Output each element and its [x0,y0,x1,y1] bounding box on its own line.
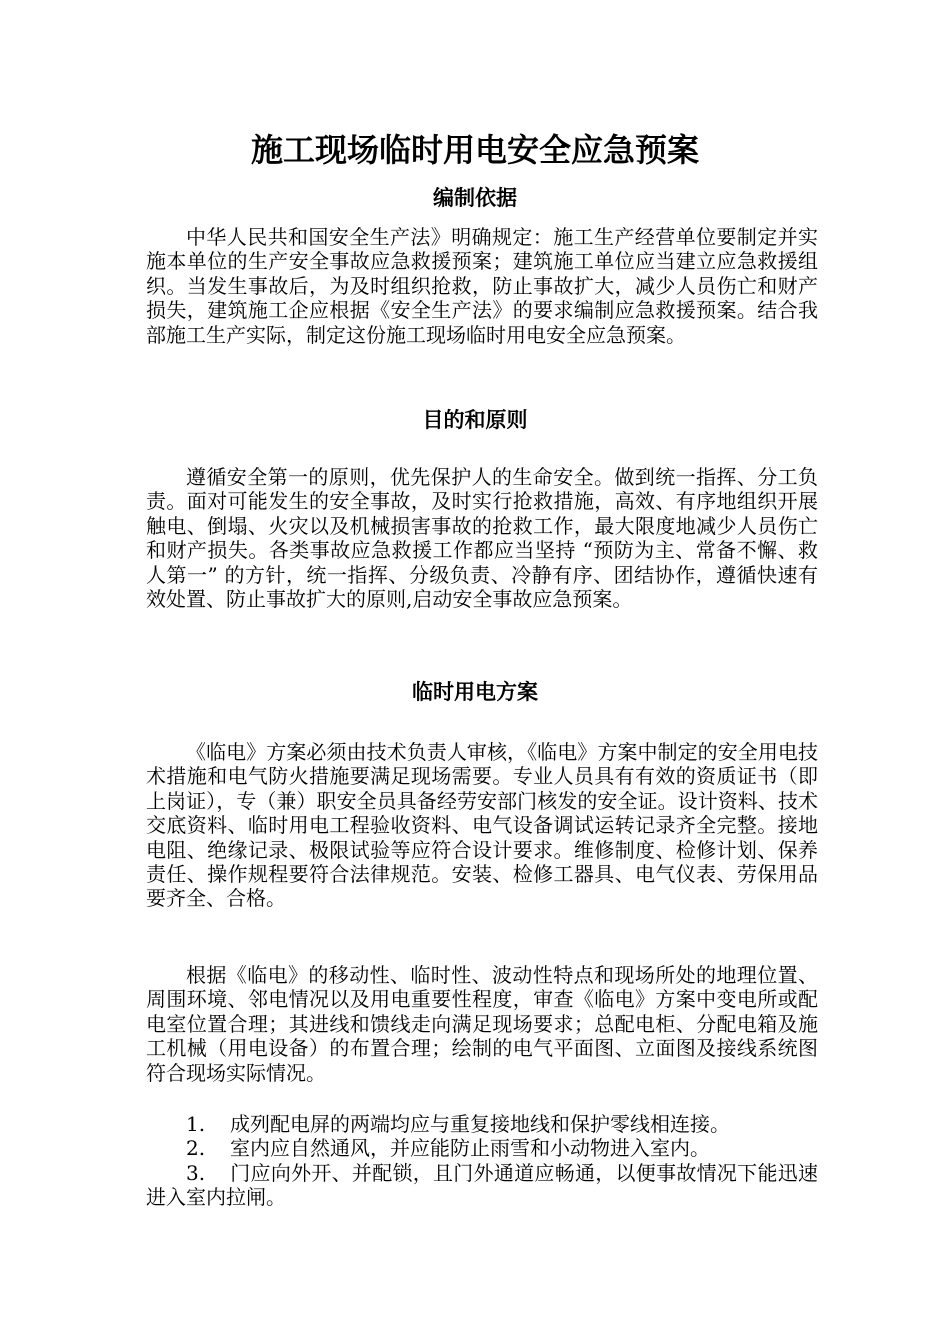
paragraph-plan-review: 《临电》方案必须由技术负责人审核，《临电》方案中制定的安全用电技术措施和电气防火措施要满足现场需要。专业人员具有有效的资质证书（即上岗证），专（兼）职安全员具备经劳安部门核发的安全证。设计资料、技术交底资料、临时用电工程验收资料、电气设备调试运转记录齐全完整。接地电阻、绝缘记录、极限试验等应符合设计要求。维修制度、检修计划、保养责任、操作规程要符合法律规范。安装、检修工器具、电气仪表、劳保用品要齐全、合格。 [146,740,818,911]
paragraph-purpose: 遵循安全第一的原则，优先保护人的生命安全。做到统一指挥、分工负责。面对可能发生的安全事故，及时实行抢救措施，高效、有序地组织开展触电、倒塌、火灾以及机械损害事故的抢救工作，最大限度地减少人员伤亡和财产损失。各类事故应急救援工作都应当坚持 “预防为主、常备不懈、救人第一” 的方针，统一指挥、分级负责、冷静有序、团结协作，遵循快速有效处置、防止事故扩大的原则,启动安全事故应急预案。 [146,465,818,612]
list-item [146,1136,818,1160]
section-heading-basis: 编制依据 [433,186,517,210]
requirements-list [146,1112,818,1210]
list-item-number: 1. [186,1112,206,1136]
list-item-text: 室内应自然通风，并应能防止雨雪和小动物进入室内。 [230,1136,710,1161]
list-item [146,1161,818,1210]
paragraph-basis: 中华人民共和国安全生产法》明确规定：施工生产经营单位要制定并实施本单位的生产安全事故应急救援预案；建筑施工单位应当建立应急救援组织。当发生事故后，为及时组织抢救，防止事故扩大，减少人员伤亡和财产损失，建筑施工企应根据《安全生产法》的要求编制应急救援预案。结合我部施工生产实际，制定这份施工现场临时用电安全应急预案。 [146,225,818,347]
section-heading-purpose: 目的和原则 [422,408,528,432]
section-heading-electricity-plan: 临时用电方案 [412,680,538,704]
paragraph-plan-layout: 根据《临电》的移动性、临时性、波动性特点和现场所处的地理位置、周围环境、邻电情况以及用电重要性程度，审查《临电》方案中变电所或配电室位置合理；其进线和馈线走向满足现场要求；总配电柜、分配电箱及施工机械（用电设备）的布置合理；绘制的电气平面图、立面图及接线系统图符合现场实际情况。 [146,963,818,1085]
list-item-text: 门应向外开、并配锁，且门外通道应畅通，以便事故情况下能迅速进入室内拉闸。 [146,1160,818,1210]
list-item-text: 成列配电屏的两端均应与重复接地线和保护零线相连接。 [230,1112,730,1136]
document-title: 施工现场临时用电安全应急预案 [250,131,699,169]
list-item [146,1112,818,1136]
list-item-number: 3. [186,1160,206,1185]
list-item-number: 2. [186,1136,206,1161]
